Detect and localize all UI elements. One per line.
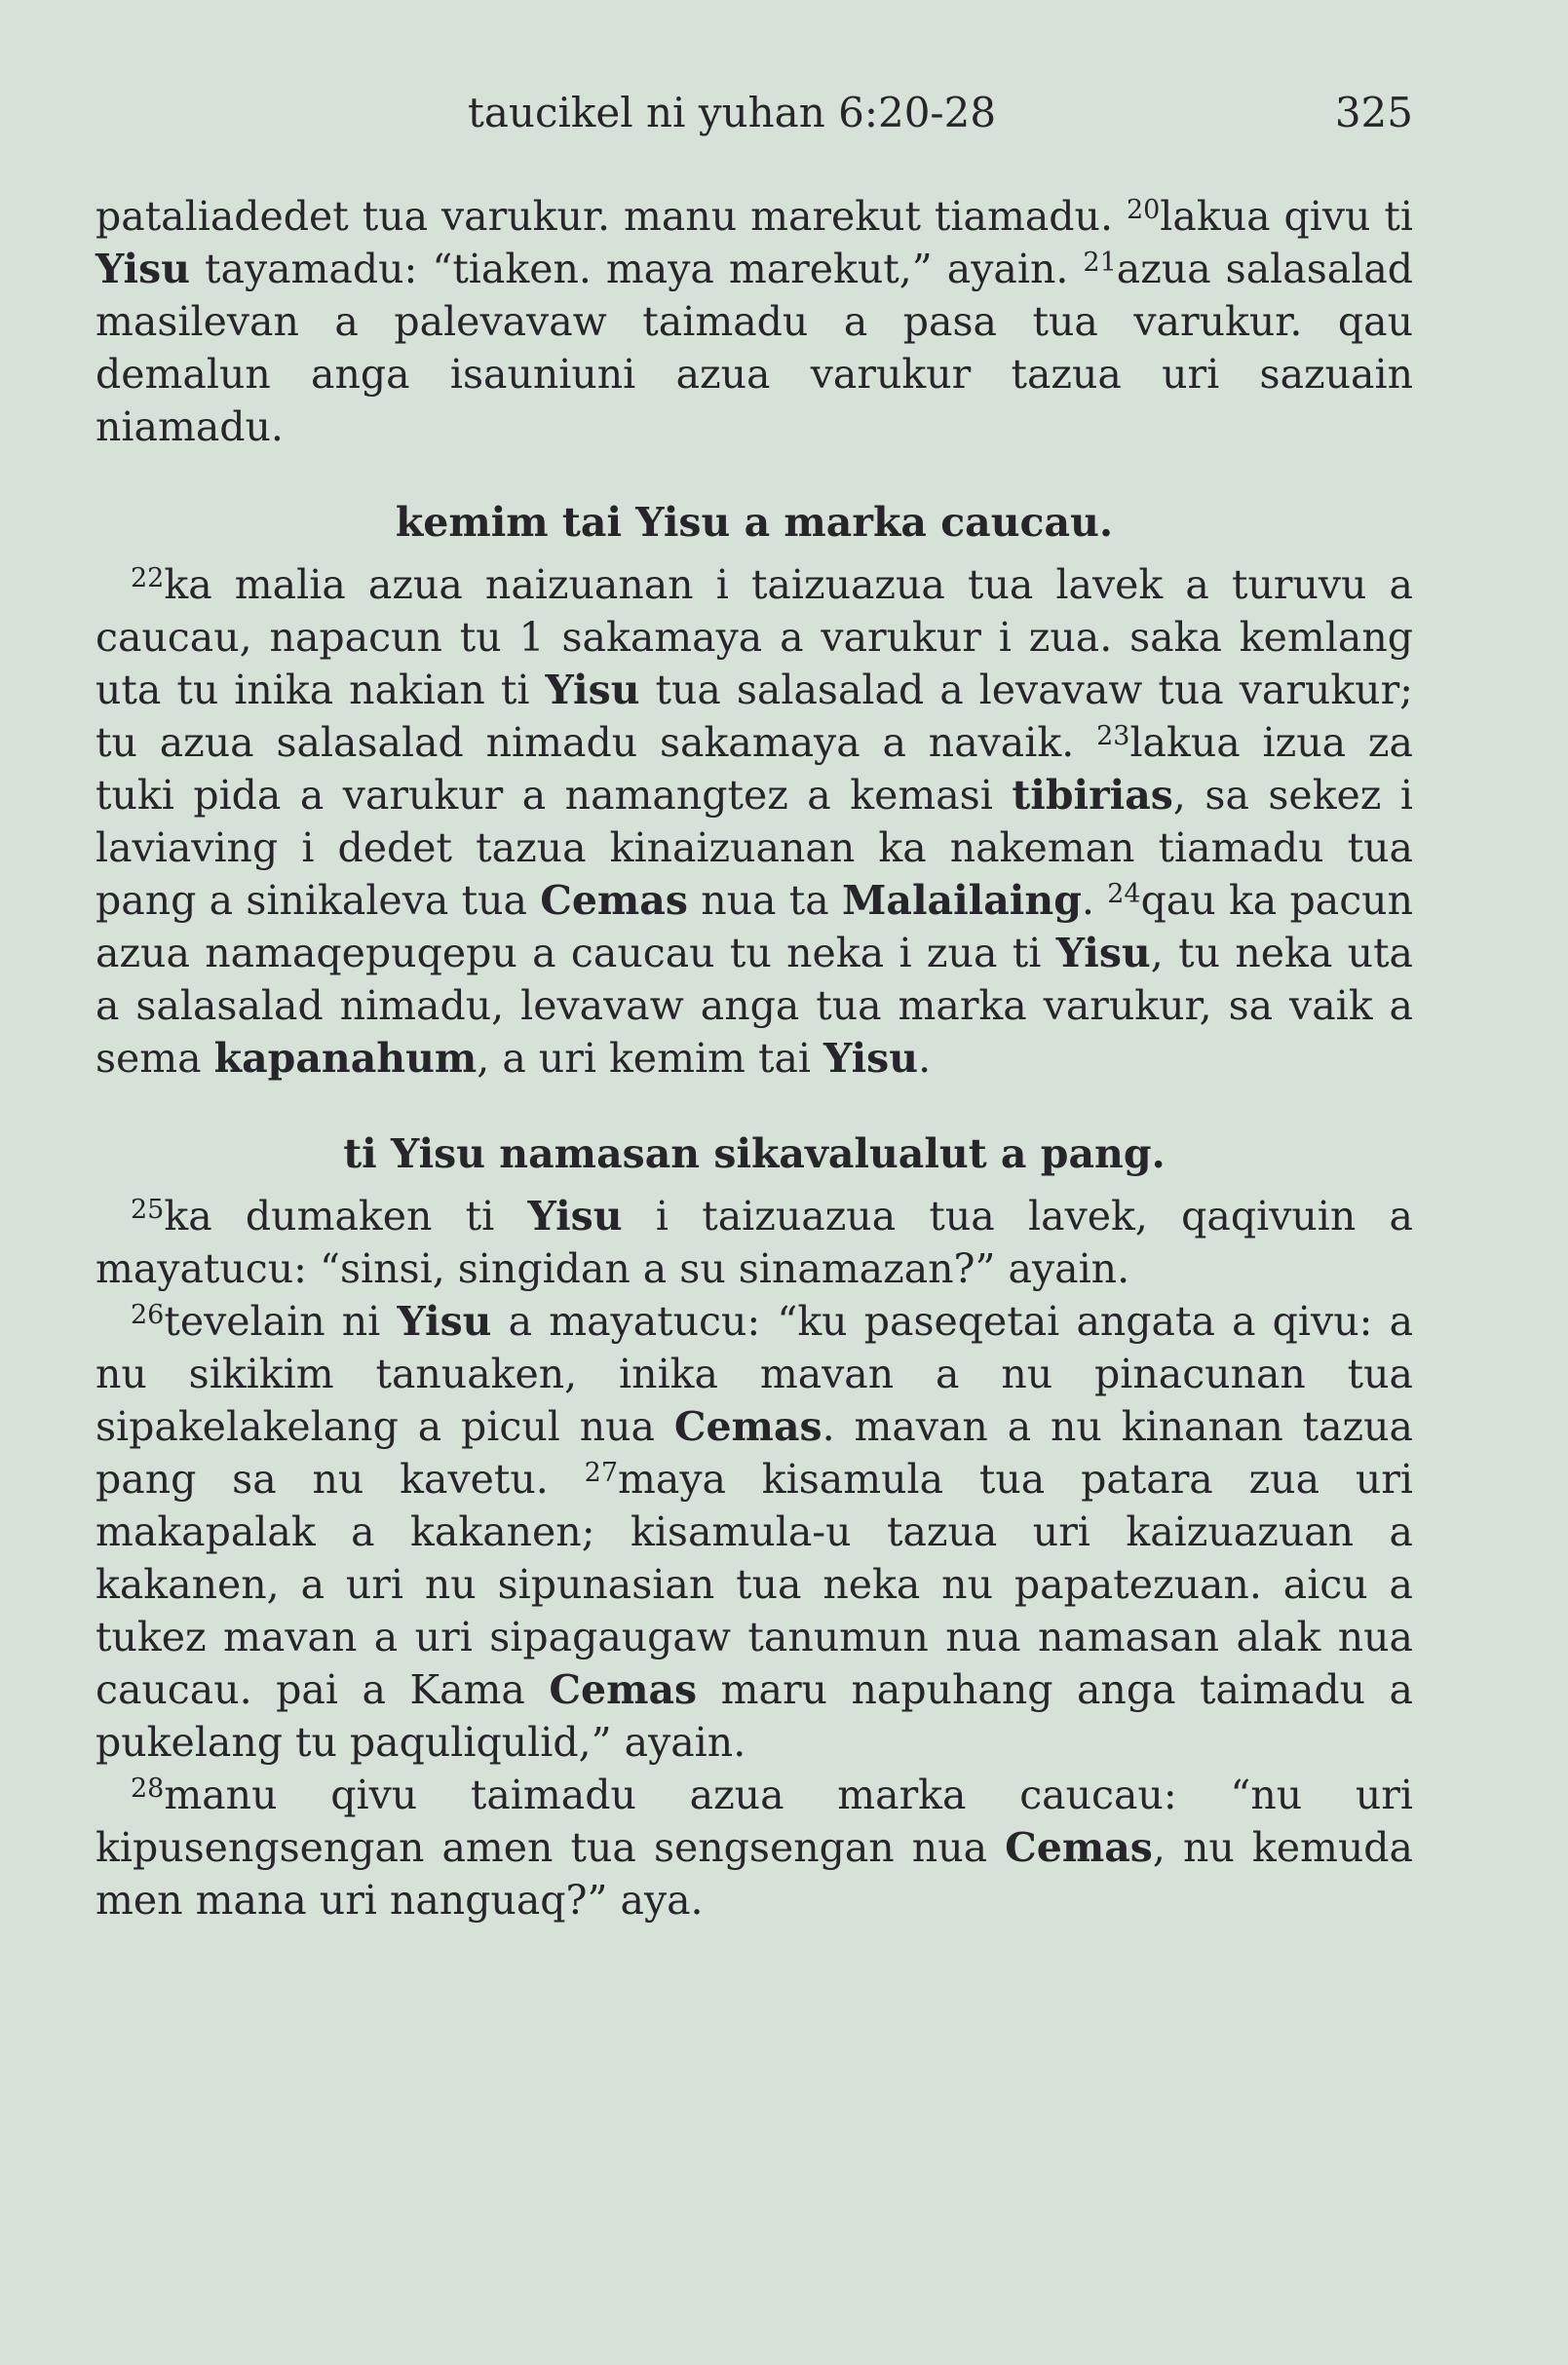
paragraph-5	[96, 1769, 1413, 1926]
text-run: nua ta	[687, 877, 842, 924]
text-run: tayamadu: “tiaken. maya marekut,” ayain.	[190, 246, 1084, 292]
verse-number: 25	[131, 1195, 165, 1225]
text-run: , tu neka uta a salasalad nimadu, levavaw anga tua marka varukur, sa vaik a sema	[96, 930, 1413, 1082]
chapter-title: taucikel ni yuhan 6:20-28	[468, 89, 997, 136]
name-highlight: tibirias	[1012, 772, 1173, 819]
paragraph-4	[96, 1295, 1413, 1769]
text-run: qau ka pacun azua namaqepuqepu a caucau tu neka i zua ti	[96, 877, 1413, 976]
name-highlight: Yisu	[545, 667, 640, 713]
text-run: , sa sekez i laviaving i dedet tazua kinaizuanan ka nakeman tiamadu tua pang a sinikaleva tua	[96, 772, 1414, 924]
name-highlight: Cemas	[549, 1666, 698, 1713]
verse-number: 27	[584, 1458, 619, 1488]
paragraph-2	[96, 558, 1413, 1085]
text-run: tua salasalad a levavaw tua varukur; tu azua salasalad nimadu sakamaya a navaik.	[96, 667, 1413, 766]
name-highlight: Yisu	[527, 1193, 623, 1240]
text-run: manu qivu taimadu azua marka caucau: “nu uri kipusengsengan amen tua sengsengan nua	[96, 1772, 1413, 1871]
verse-number: 23	[1096, 721, 1130, 751]
verse-number: 21	[1083, 248, 1117, 278]
body-text	[96, 190, 1413, 1926]
paragraph-3	[96, 1190, 1413, 1295]
text-run: i taizuazua tua lavek, qaqivuin a mayatucu: “sinsi, singidan a su sinamazan?” ayain.	[96, 1193, 1413, 1292]
text-run: maru napuhang anga taimadu a pukelang tu paquliqulid,” ayain.	[96, 1666, 1413, 1766]
text-run: .	[1081, 877, 1108, 924]
text-run: tevelain ni	[164, 1298, 398, 1345]
name-highlight: Yisu	[96, 246, 191, 292]
name-highlight: Yisu	[1055, 930, 1151, 976]
text-run: , nu kemuda men mana uri nanguaq?” aya.	[96, 1824, 1413, 1924]
text-run: , a uri kemim tai	[477, 1035, 824, 1082]
text-run: . mavan a nu kinanan tazua pang sa nu kavetu.	[96, 1403, 1413, 1503]
verse-number: 28	[131, 1774, 165, 1804]
name-highlight: Malailaing	[842, 877, 1082, 924]
verse-number: 22	[131, 563, 165, 593]
name-highlight: Yisu	[397, 1298, 492, 1345]
text-run: maya kisamula tua patara zua uri makapalak a kakanen; kisamula-u tazua uri kaizuazuan a kakanen, a uri nu sipunasian tua neka nu papatezuan. aicu a tukez mavan a uri sipagaugaw tanumun nua namasan alak nua caucau. pai a Kama	[96, 1456, 1413, 1713]
name-highlight: Cemas	[673, 1403, 822, 1450]
name-highlight: Cemas	[540, 877, 688, 924]
verse-number: 24	[1107, 879, 1141, 909]
page-number: 325	[1334, 89, 1413, 136]
text-run: a mayatucu: “ku paseqetai angata a qivu: a nu sikikim tanuaken, inika mavan a nu pinacunan tua sipakelakelang a picul nua	[96, 1298, 1414, 1450]
section-heading: kemim tai Yisu a marka caucau.	[395, 499, 1114, 546]
text-run: .	[918, 1035, 932, 1082]
text-run: ka malia azua naizuanan i taizuazua tua lavek a turuvu a caucau, napacun tu 1 sakamaya a varukur i zua. saka kemlang uta tu inika nakian ti	[96, 561, 1413, 713]
section-heading: ti Yisu namasan sikavalualut a pang.	[343, 1130, 1166, 1177]
verse-number: 20	[1126, 195, 1161, 225]
text-run: ka dumaken ti	[164, 1193, 528, 1240]
name-highlight: Yisu	[823, 1035, 919, 1082]
text-run: azua salasalad masilevan a palevavaw taimadu a pasa tua varukur. qau demalun anga isauniuni azua varukur tazua uri sazuain niamadu.	[96, 246, 1414, 450]
text-run: lakua izua za tuki pida a varukur a namangtez a kemasi	[96, 719, 1413, 819]
text-run: lakua qivu ti	[1160, 193, 1413, 240]
verse-number: 26	[131, 1300, 165, 1330]
text-run: pataliadedet tua varukur. manu marekut tiamadu.	[96, 193, 1127, 240]
paragraph-1	[96, 190, 1413, 453]
name-highlight: Cemas	[1005, 1824, 1153, 1871]
name-highlight: kapanahum	[213, 1035, 478, 1082]
